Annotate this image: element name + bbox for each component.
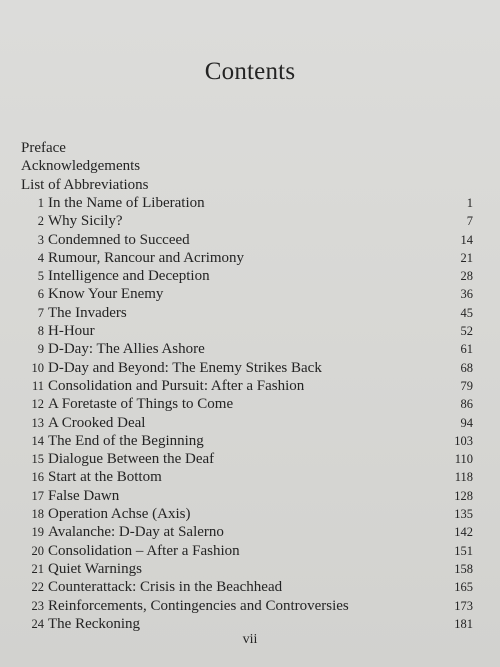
chapter-title: Condemned to Succeed (48, 231, 190, 248)
chapter-title: Operation Achse (Axis) (48, 506, 191, 523)
chapter-title: Reinforcements, Contingencies and Controversies (48, 597, 349, 614)
chapter-number: 3 (37, 232, 44, 247)
chapter-page-number: 36 (460, 287, 473, 302)
chapter-page-number: 110 (454, 452, 473, 467)
chapter-title: Consolidation – After a Fashion (48, 542, 240, 559)
chapter-number: 7 (37, 305, 44, 320)
chapter-title: A Foretaste of Things to Come (48, 396, 234, 413)
chapter-row (21, 542, 473, 560)
chapter-page-number: 103 (454, 433, 473, 448)
chapter-row (21, 395, 473, 413)
chapter-title: Quiet Warnings (48, 560, 142, 577)
front-matter-item: List of Abbreviations (21, 176, 149, 193)
chapter-page-number: 52 (460, 324, 473, 339)
chapter-number: 13 (31, 415, 44, 430)
chapter-title: H-Hour (48, 323, 95, 340)
chapter-number: 4 (37, 250, 44, 265)
front-matter-item: Acknowledgements (21, 158, 141, 175)
chapter-title: Know Your Enemy (48, 286, 164, 303)
chapter-page-number: 135 (454, 507, 473, 522)
chapter-title: The End of the Beginning (48, 432, 204, 449)
chapter-page-number: 45 (460, 305, 473, 320)
chapter-number: 9 (37, 342, 44, 357)
chapter-title: D-Day and Beyond: The Enemy Strikes Back (48, 359, 322, 376)
chapter-number: 5 (37, 269, 44, 284)
chapter-row (21, 304, 473, 322)
chapter-row (21, 578, 473, 596)
chapter-page-number: 118 (454, 470, 473, 485)
chapter-row (21, 414, 473, 432)
page-number: vii (242, 632, 258, 647)
chapter-page-number: 86 (460, 397, 473, 412)
chapter-page-number: 1 (466, 196, 473, 210)
chapter-title: Counterattack: Crisis in the Beachhead (48, 579, 283, 596)
chapter-row (21, 267, 473, 285)
chapter-title: Intelligence and Deception (48, 268, 210, 285)
chapter-title: In the Name of Liberation (48, 195, 205, 211)
chapter-number: 12 (31, 397, 44, 412)
chapter-page-number: 61 (460, 342, 473, 357)
chapter-number: 16 (31, 470, 44, 485)
chapter-page-number: 7 (466, 214, 473, 229)
chapter-row (21, 322, 473, 340)
chapter-row (21, 249, 473, 267)
front-matter-list (21, 139, 149, 194)
chapter-title: Dialogue Between the Deaf (48, 451, 215, 468)
chapter-row (21, 359, 473, 377)
chapter-page-number: 28 (460, 269, 473, 284)
chapter-title: Why Sicily? (48, 213, 123, 230)
chapter-row (21, 432, 473, 450)
chapter-number: 23 (31, 598, 44, 613)
chapter-page-number: 158 (454, 561, 473, 576)
chapter-title: Start at the Bottom (48, 469, 162, 486)
chapter-title: D-Day: The Allies Ashore (48, 341, 205, 358)
chapter-row (21, 615, 473, 633)
chapter-page-number: 14 (460, 232, 473, 247)
chapter-title: The Reckoning (48, 615, 141, 632)
chapter-title: Rumour, Rancour and Acrimony (48, 249, 245, 266)
chapter-number: 21 (31, 561, 44, 576)
chapter-row (21, 597, 473, 615)
chapter-row (21, 194, 473, 212)
chapter-number: 17 (31, 488, 44, 503)
chapter-number: 22 (31, 580, 44, 595)
chapter-title: A Crooked Deal (48, 414, 146, 431)
chapter-title: Avalanche: D-Day at Salerno (48, 524, 224, 541)
chapter-row (21, 231, 473, 249)
chapter-title: The Invaders (48, 304, 127, 321)
chapter-title: Consolidation and Pursuit: After a Fashion (48, 377, 305, 394)
chapter-page-number: 68 (460, 360, 473, 375)
chapter-page-number: 181 (454, 616, 473, 631)
chapter-number: 1 (37, 196, 44, 210)
chapter-number: 20 (31, 543, 44, 558)
chapter-row (21, 340, 473, 358)
chapter-number: 6 (37, 287, 44, 302)
chapter-number: 2 (37, 214, 44, 229)
chapter-page-number: 142 (454, 525, 473, 540)
chapter-number: 14 (31, 433, 44, 448)
chapter-page-number: 128 (454, 488, 473, 503)
chapter-number: 11 (31, 378, 44, 393)
chapter-number: 19 (31, 525, 44, 540)
chapter-row (21, 212, 473, 230)
chapter-number: 18 (31, 507, 44, 522)
chapter-list (21, 194, 473, 633)
chapter-page-number: 94 (460, 415, 473, 430)
front-matter-item: Preface (21, 140, 66, 156)
chapter-number: 10 (31, 360, 44, 375)
chapter-page-number: 21 (460, 250, 473, 265)
chapter-row (21, 560, 473, 578)
chapter-row (21, 505, 473, 523)
chapter-number: 8 (37, 324, 44, 339)
chapter-row (21, 377, 473, 395)
chapter-row (21, 487, 473, 505)
chapter-page-number: 79 (460, 378, 473, 393)
chapter-row (21, 285, 473, 303)
chapter-number: 24 (31, 616, 44, 631)
chapter-page-number: 165 (454, 580, 473, 595)
chapter-title: False Dawn (48, 487, 120, 504)
chapter-number: 15 (31, 452, 44, 467)
chapter-row (21, 468, 473, 486)
chapter-page-number: 151 (454, 543, 473, 558)
chapter-page-number: 173 (454, 598, 473, 613)
chapter-row (21, 450, 473, 468)
chapter-row (21, 523, 473, 541)
page-title: Contents (204, 58, 296, 85)
